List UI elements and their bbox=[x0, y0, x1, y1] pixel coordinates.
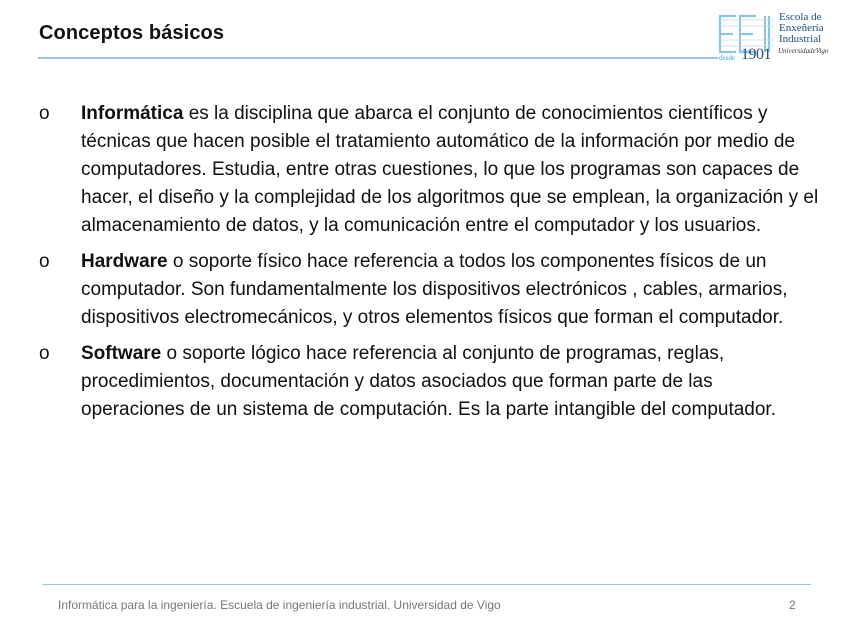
definition-text: o soporte físico hace referencia a todos los componentes físicos de un computador. Son fundamentalmente los dispositivos electrónicos , cables, armarios, dispositivos electromecánicos, y otros elementos físicos que forman el computador. bbox=[81, 251, 788, 328]
logo-line-2: Enxeñería bbox=[779, 22, 824, 34]
footer-text: Informática para la ingeniería. Escuela de ingeniería industrial. Universidad de Vigo bbox=[58, 598, 501, 612]
logo-university: UniversidadeVigo bbox=[778, 47, 829, 55]
term-software: Software bbox=[81, 343, 162, 364]
footer-divider bbox=[42, 584, 811, 585]
bullet-marker: o bbox=[39, 103, 50, 124]
logo-desde: desde bbox=[719, 54, 735, 62]
slide-title: Conceptos básicos bbox=[39, 22, 225, 44]
list-item bbox=[39, 340, 819, 424]
logo-year: 1901 bbox=[741, 46, 771, 63]
definition-text: o soporte lógico hace referencia al conjunto de programas, reglas, procedimientos, documentación y datos asociados que forman parte de las operaciones de un sistema de computación. Es la parte intangible del computador. bbox=[81, 343, 776, 420]
concept-list bbox=[39, 100, 819, 432]
school-logo bbox=[716, 12, 838, 64]
bullet-marker: o bbox=[39, 251, 50, 272]
bullet-marker: o bbox=[39, 343, 50, 364]
term-hardware: Hardware bbox=[81, 251, 168, 272]
logo-school-name bbox=[779, 12, 824, 45]
term-informatica: Informática bbox=[81, 103, 184, 124]
page-number: 2 bbox=[789, 598, 796, 612]
list-item bbox=[39, 100, 819, 240]
list-item bbox=[39, 248, 819, 332]
logo-line-1: Escola de bbox=[779, 11, 822, 23]
definition-text: es la disciplina que abarca el conjunto de conocimientos científicos y técnicas que hacen posible el tratamiento automático de la información por medio de computadores. Estudia, entre otras cuestiones, lo que los programas son capaces de hacer, el diseño y la complejidad de los algoritmos que se emplean, la organización y el almacenamiento de datos, y la comunicación entre el computador y los usuarios. bbox=[81, 103, 819, 236]
logo-line-3: Industrial bbox=[779, 33, 822, 45]
header-divider bbox=[38, 57, 718, 59]
